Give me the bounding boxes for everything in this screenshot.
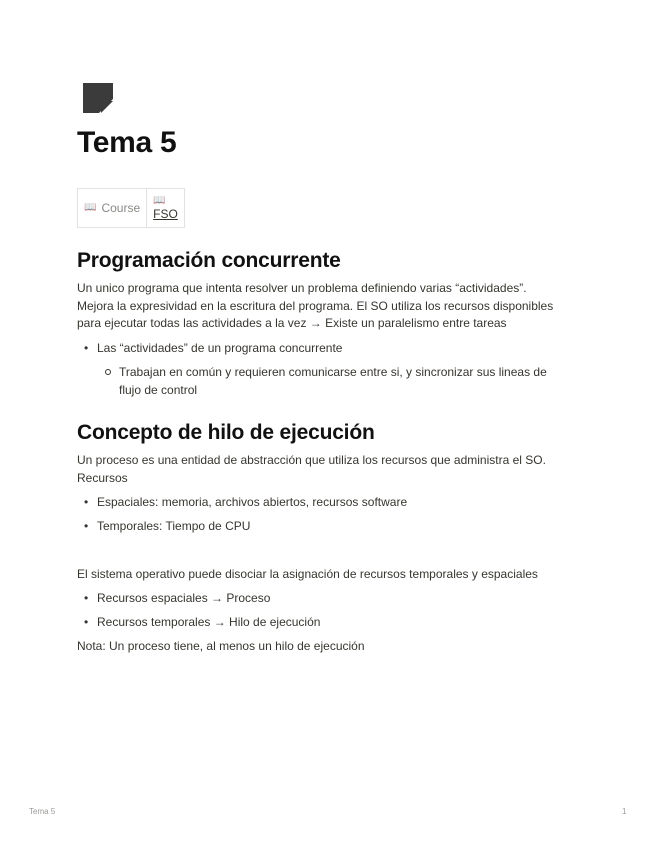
property-key-label: Course <box>101 201 141 215</box>
book-icon: 📖 <box>84 202 97 213</box>
property-key <box>78 189 147 227</box>
page-title: Tema 5 <box>77 126 177 159</box>
properties-table <box>77 188 185 228</box>
circle-bullet <box>105 369 111 375</box>
note: Nota: Un proceso tiene, al menos un hilo de ejecución <box>77 639 365 653</box>
property-value[interactable] <box>147 189 184 227</box>
section-heading-hilo: Concepto de hilo de ejecución <box>77 421 375 444</box>
text-line: Un unico programa que intenta resolver un problema definiendo varias “actividades”. <box>77 281 527 295</box>
section-heading-concurrente: Programación concurrente <box>77 249 341 272</box>
list-item <box>84 517 251 535</box>
text-line: para ejecutar todas las actividades a la vez → Existe un paralelismo entre tareas <box>77 316 507 330</box>
text-line: Un proceso es una entidad de abstracción que utiliza los recursos que administra el SO. <box>77 453 546 467</box>
page-number: 1 <box>622 807 627 816</box>
book-icon: 📖 <box>153 195 166 206</box>
list-item-text: Recursos temporales → Hilo de ejecución <box>97 615 321 629</box>
bullet: • <box>84 519 89 533</box>
bullet: • <box>84 341 89 355</box>
paragraph <box>77 452 577 487</box>
text-line: Mejora la expresividad en la escritura del programa. El SO utiliza los recursos disponibles <box>77 298 554 313</box>
list-item-text: Trabajan en común y requieren comunicarse entre si, y sincronizar sus lineas de <box>119 365 547 379</box>
text-line: Recursos <box>77 470 128 485</box>
paragraph: El sistema operativo puede disociar la asignación de recursos temporales y espaciales <box>77 567 538 581</box>
list-item-text: Las “actividades” de un programa concurrente <box>97 341 343 355</box>
list-item <box>84 613 321 631</box>
footer-title: Tema 5 <box>29 807 56 816</box>
list-item-text: Temporales: Tiempo de CPU <box>97 519 251 533</box>
bullet: • <box>84 615 89 629</box>
list-item <box>84 339 343 357</box>
course-link[interactable]: FSO <box>153 207 178 221</box>
list-item <box>84 493 408 511</box>
list-item-text: Espaciales: memoria, archivos abiertos, recursos software <box>97 495 408 509</box>
list-item <box>84 589 271 607</box>
bullet: • <box>84 495 89 509</box>
page-icon <box>83 83 113 113</box>
paragraph <box>77 280 577 333</box>
list-item-nested <box>119 363 569 399</box>
list-item-text: Recursos espaciales → Proceso <box>97 591 271 605</box>
bullet: • <box>84 591 89 605</box>
list-item-text: flujo de control <box>119 383 198 397</box>
